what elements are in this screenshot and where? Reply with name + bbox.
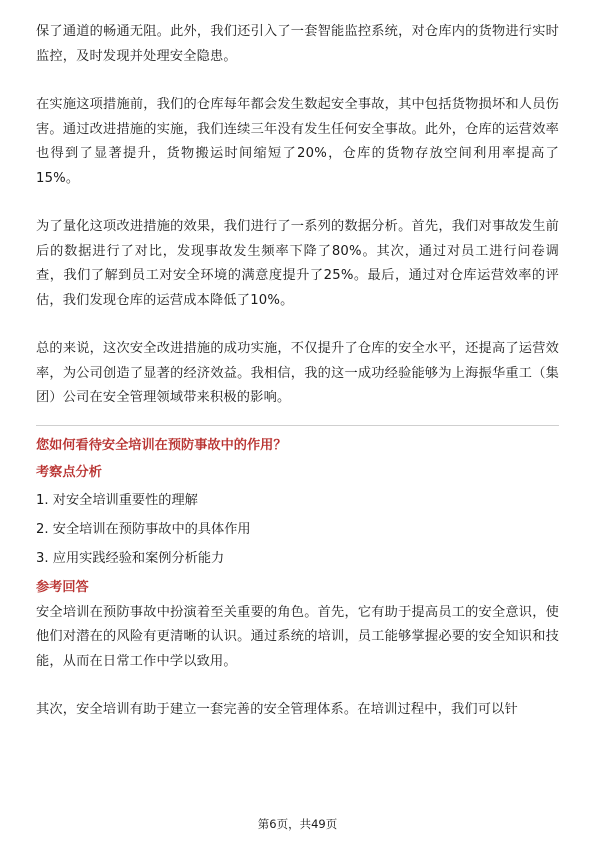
body-paragraph: 在实施这项措施前，我们的仓库每年都会发生数起安全事故，其中包括货物损坏和人员伤害。通过改进措施的实施，我们连续三年没有发生任何安全事故。此外，仓库的运营效率也得到了显著提升，货物搬运时间缩短了20%，仓库的货物存放空间利用率提高了15%。 [36,97,559,186]
analysis-point: 3. 应用实践经验和案例分析能力 [36,550,225,566]
paragraph-gap [36,191,559,215]
body-paragraph: 保了通道的畅通无阻。此外，我们还引入了一套智能监控系统，对仓库内的货物进行实时监控，及时发现并处理安全隐患。 [36,24,559,64]
body-paragraph: 总的来说，这次安全改进措施的成功实施，不仅提升了仓库的安全水平，还提高了运营效率，为公司创造了显著的经济效益。我相信，我的这一成功经验能够为上海振华重工（集团）公司在安全管理领域带来积极的影响。 [36,341,559,405]
page-number-footer: 第6页，共49页 [257,817,338,831]
section-divider [36,425,559,426]
analysis-point: 1. 对安全培训重要性的理解 [36,492,198,508]
analysis-heading: 考察点分析 [36,464,102,480]
paragraph-gap [36,674,559,698]
paragraph-gap [36,313,559,337]
answer-paragraph: 安全培训在预防事故中扮演着至关重要的角色。首先，它有助于提高员工的安全意识，使他们对潜在的风险有更清晰的认识。通过系统的培训，员工能够掌握必要的安全知识和技能，从而在日常工作中学以致用。 [36,604,559,669]
answer-heading: 参考回答 [36,579,89,595]
body-paragraph: 为了量化这项改进措施的效果，我们进行了一系列的数据分析。首先，我们对事故发生前后的数据进行了对比，发现事故发生频率下降了80%。其次，通过对员工进行问卷调查，我们了解到员工对安全环境的满意度提升了25%。最后，通过对仓库运营效率的评估，我们发现仓库的运营成本降低了10%。 [36,219,559,308]
document-page [36,20,559,723]
interview-question: 您如何看待安全培训在预防事故中的作用？ [36,437,287,453]
analysis-point: 2. 安全培训在预防事故中的具体作用 [36,521,251,537]
paragraph-gap [36,69,559,93]
answer-paragraph: 其次，安全培训有助于建立一套完善的安全管理体系。在培训过程中，我们可以针 [36,702,518,717]
